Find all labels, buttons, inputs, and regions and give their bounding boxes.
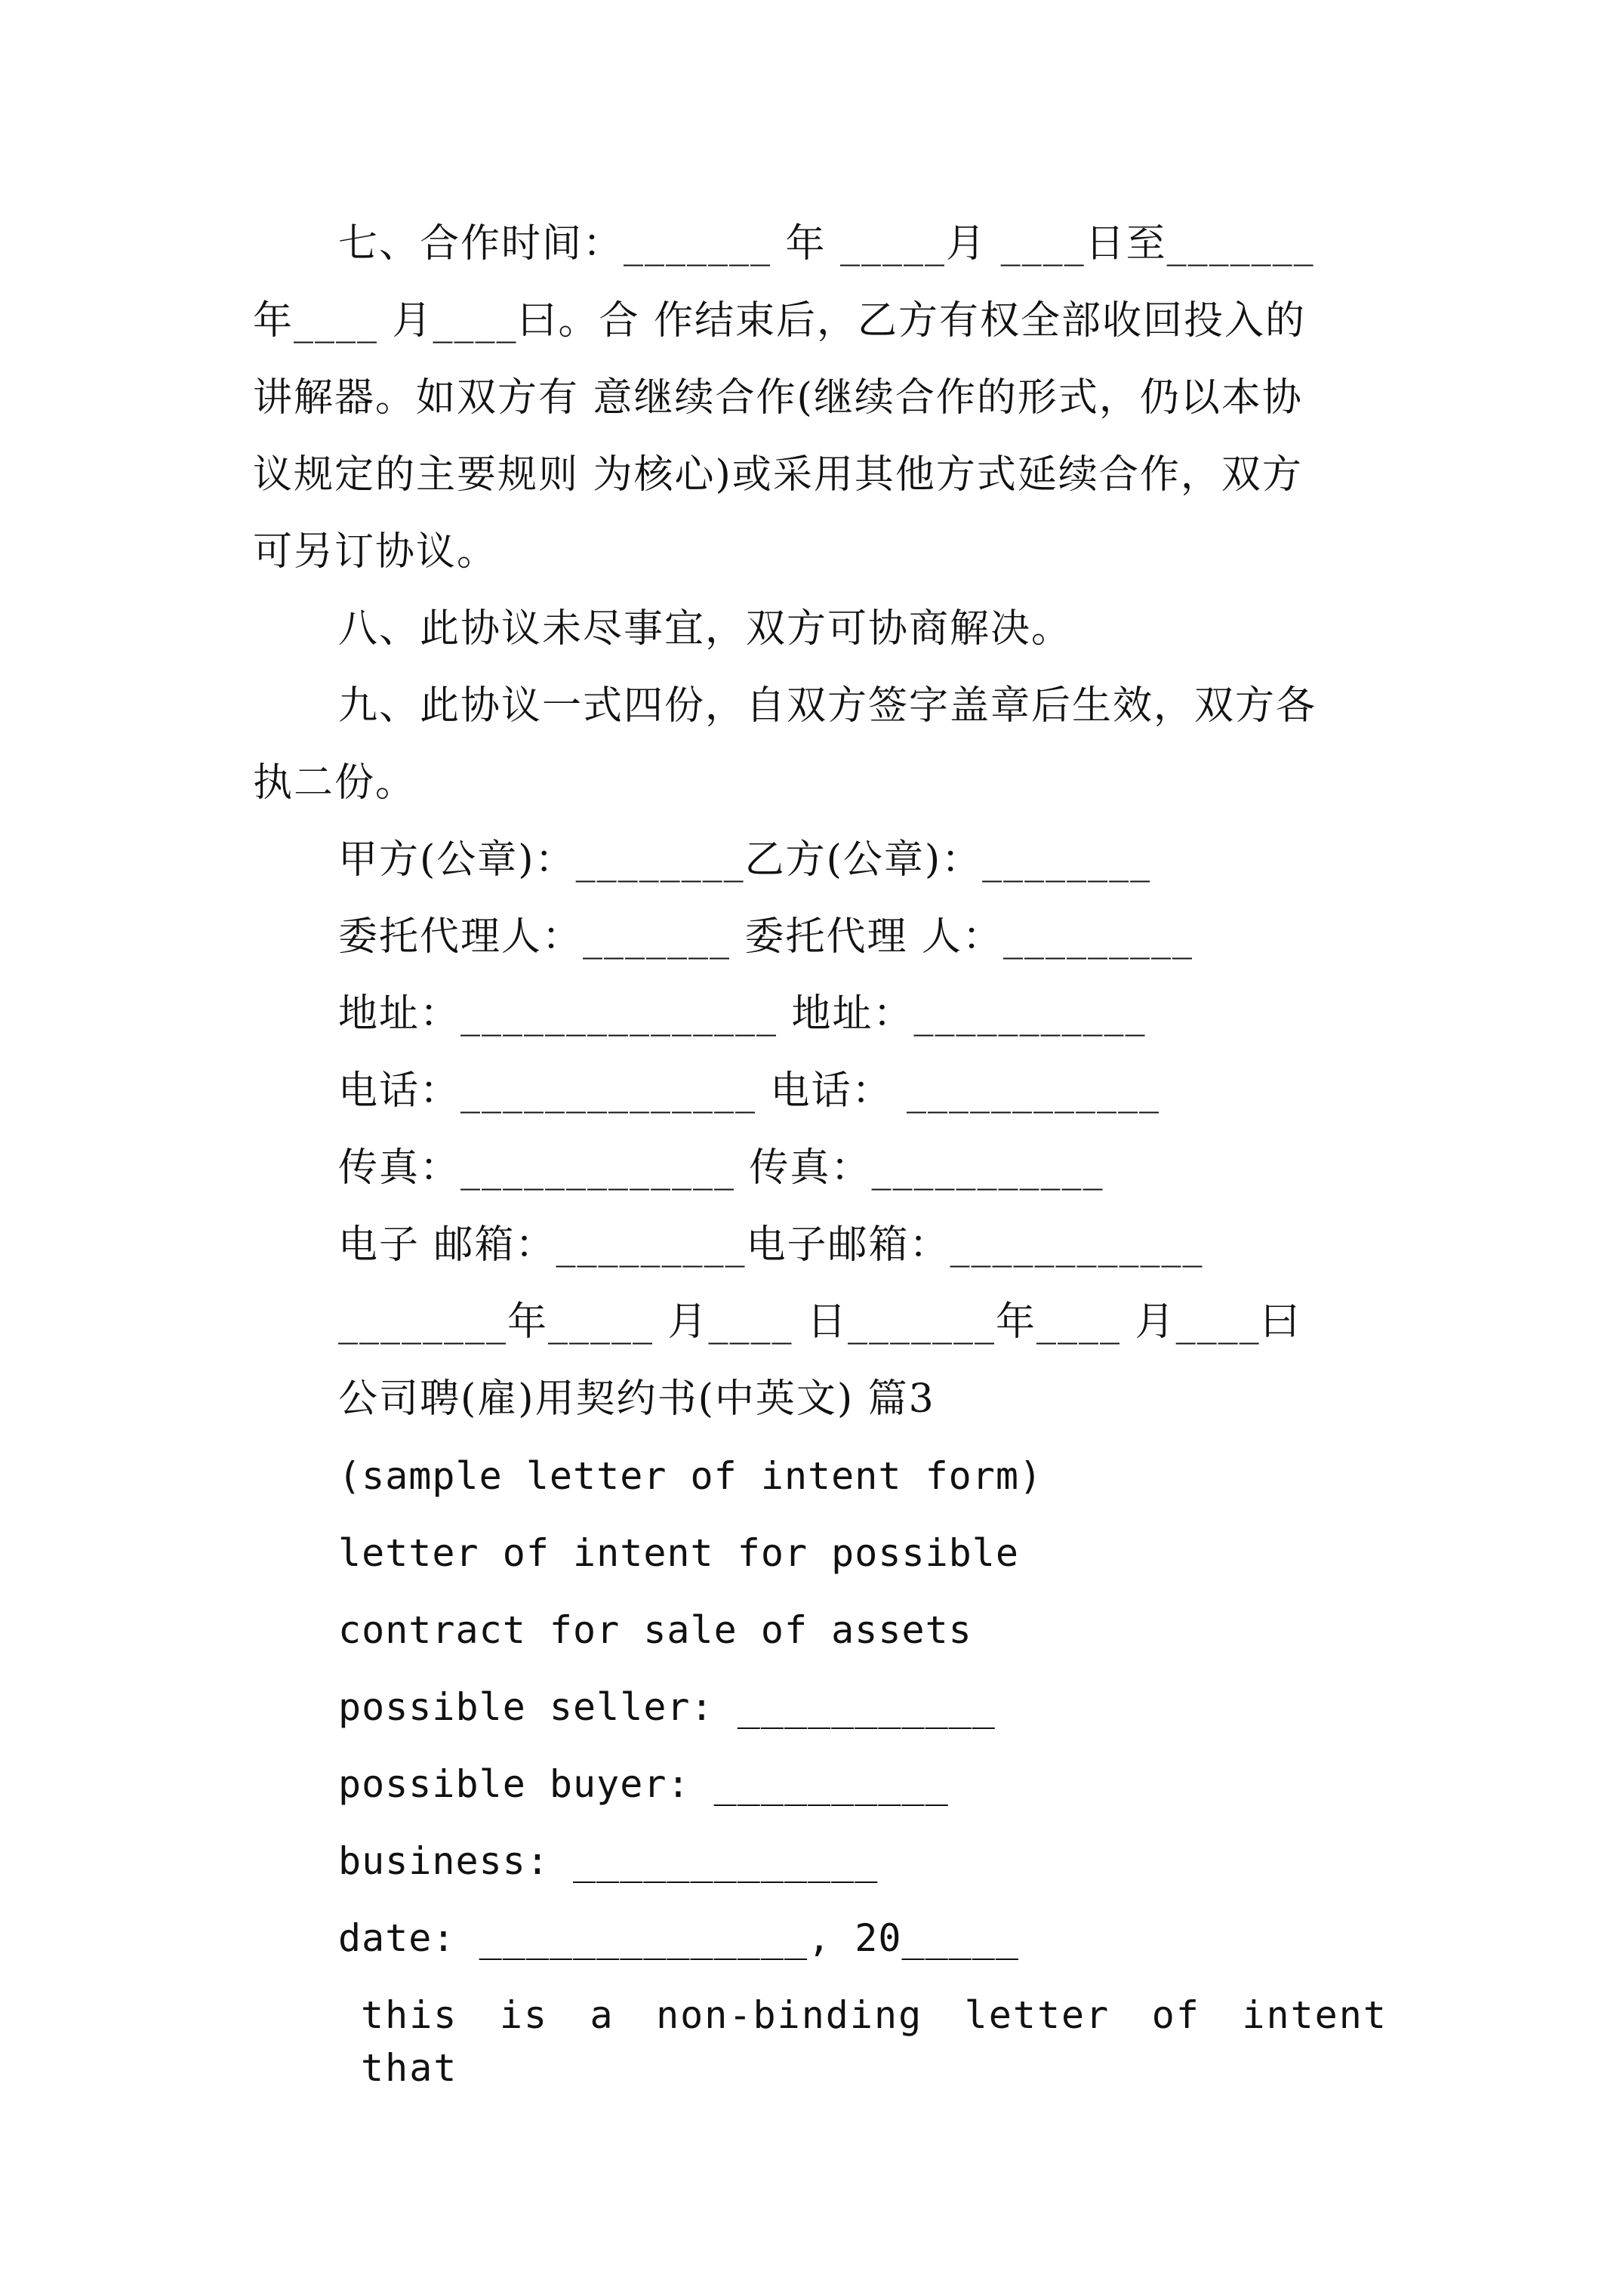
signature-address-line: 地址：_______________ 地址：___________ bbox=[338, 991, 1147, 1037]
clause-9-line-1: 九、此协议一式四份，自双方签字盖章后生效，双方各 bbox=[338, 683, 1317, 729]
section-title: 公司聘(雇)用契约书(中英文) 篇3 bbox=[338, 1376, 935, 1422]
clause-8: 八、此协议未尽事宜，双方可协商解决。 bbox=[338, 606, 1073, 652]
clause-7-line-3: 讲解器。如双方有 意继续合作(继续合作的形式，仍以本协 bbox=[253, 375, 1303, 421]
english-form-title: (sample letter of intent form) bbox=[338, 1454, 1043, 1498]
signature-fax-line: 传真：_____________ 传真：___________ bbox=[338, 1145, 1104, 1191]
possible-buyer-field: possible buyer: __________ bbox=[338, 1762, 949, 1806]
clause-7-line-2: 年____ 月____曰。合 作结束后，乙方有权全部收回投入的 bbox=[253, 298, 1307, 344]
letter-body-start: this is a non-binding letter of intent that bbox=[361, 1993, 1387, 2090]
signature-agent-line: 委托代理人：_______ 委托代理 人：_________ bbox=[338, 914, 1194, 960]
signature-phone-line: 电话：______________ 电话： ____________ bbox=[338, 1068, 1161, 1114]
english-heading-line-2: contract for sale of assets bbox=[338, 1608, 972, 1652]
clause-9-line-2: 执二份。 bbox=[253, 760, 417, 806]
clause-7-line-4: 议规定的主要规则 为核心)或采用其他方式延续合作，双方 bbox=[253, 452, 1303, 498]
signature-email-line: 电子 邮箱：_________电子邮箱：____________ bbox=[338, 1222, 1204, 1268]
possible-seller-field: possible seller: ___________ bbox=[338, 1685, 996, 1729]
signature-date-line: ________年_____ 月____ 日_______年____ 月____曰 bbox=[338, 1299, 1301, 1345]
date-field: date: ______________, 20_____ bbox=[338, 1916, 1019, 1960]
business-field: business: _____________ bbox=[338, 1839, 879, 1883]
signature-party-line: 甲方(公章)：________乙方(公章)：________ bbox=[338, 837, 1152, 883]
clause-7-line-1: 七、合作时间：_______ 年 _____月 ____日至_______ bbox=[338, 221, 1315, 267]
english-heading-line-1: letter of intent for possible bbox=[338, 1531, 1019, 1575]
clause-7-line-5: 可另订协议。 bbox=[253, 529, 498, 575]
